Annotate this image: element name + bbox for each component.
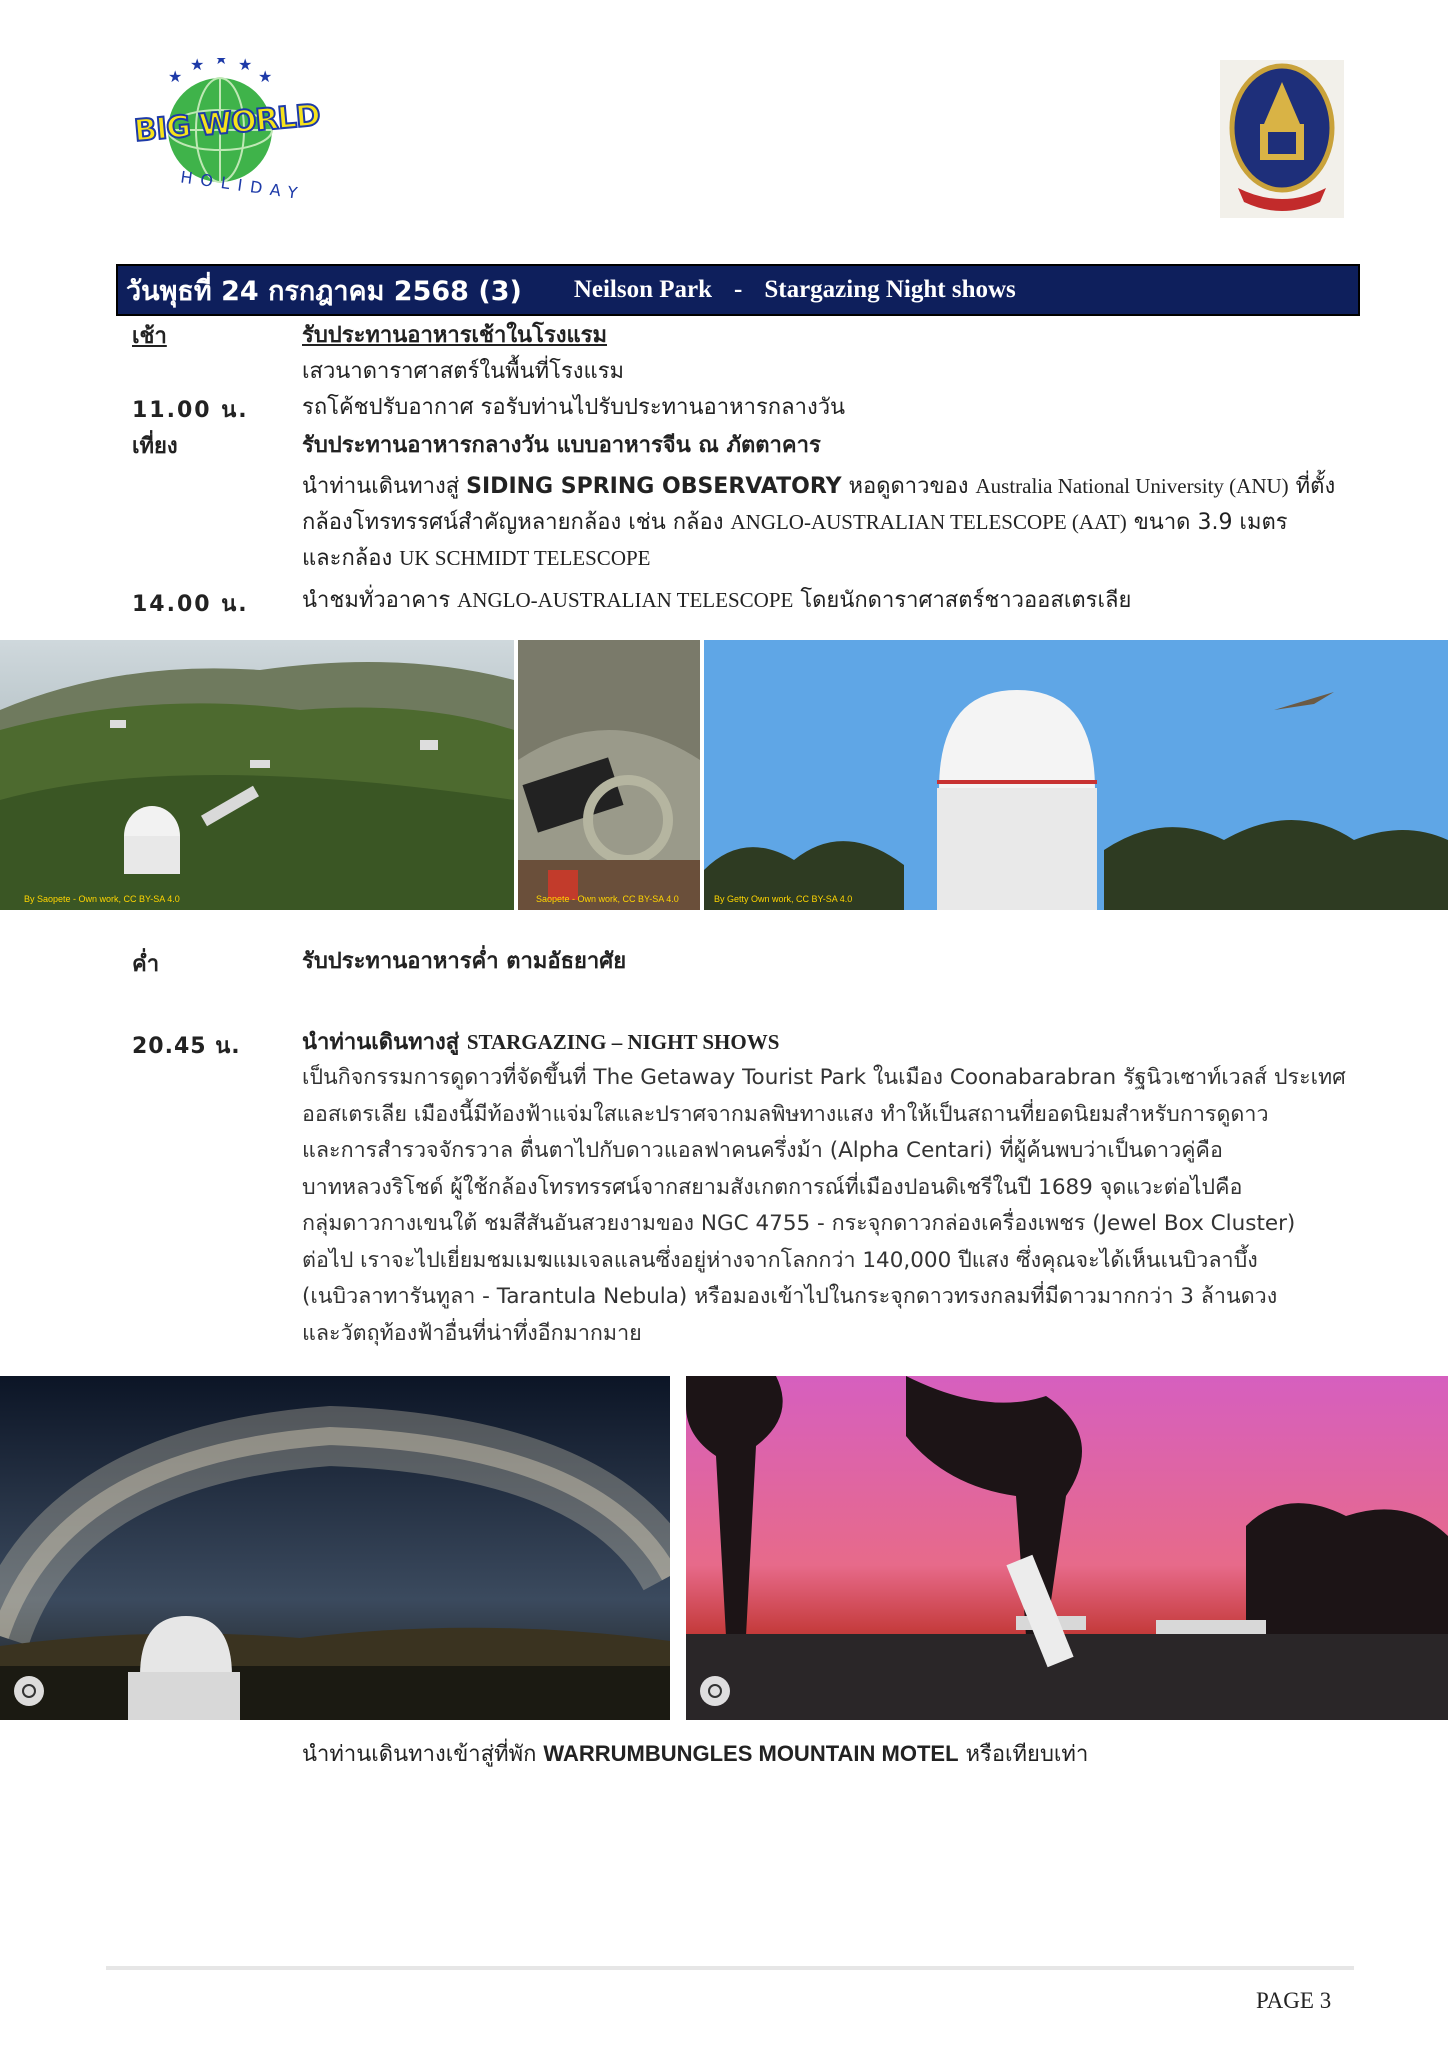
para-line-4: บาทหลวงริโชด์ ผู้ใช้กล้องโทรทรรศน์จากสยามสังเกตการณ์ที่เมืองปอนดิเชรีในปี 1689 จุดแวะต่อไปคือ (302, 1174, 1243, 1200)
footer-divider (106, 1966, 1354, 1970)
observatory-dome-photo (704, 640, 1448, 910)
hotel-name: WARRUMBUNGLES MOUNTAIN MOTEL (543, 1741, 959, 1766)
time-1400: 14.00 น. (132, 592, 249, 617)
dinner-text: รับประทานอาหารค่ำ ตามอัธยาศัย (302, 949, 627, 974)
big-world-holiday-logo (130, 58, 355, 218)
lunch-text: รับประทานอาหารกลางวัน แบบอาหารจีน ณ ภัตตาคาร (302, 433, 821, 458)
tour-b: โดยนักดาราศาสตร์ชาวออสเตรเลีย (793, 588, 1132, 613)
para-line-6: ต่อไป เราจะไปเยี่ยมชมเมฆแมเจลแลนซึ่งอยู่ห่างจากโลกกว่า 140,000 ปีแสง ซึ่งคุณจะได้เห็นเนบิวลาบึ้ง (302, 1247, 1258, 1273)
para-line-3: และการสำรวจจักรวาล ตื่นตาไปกับดาวแอลฟาคนครึ่งม้า (Alpha Centari) ที่ผู้ค้นพบว่าเป็นดาวคู่คือ (302, 1138, 1223, 1163)
svg-text:★: ★ (238, 58, 253, 74)
hotel-b: หรือเทียบเท่า (958, 1742, 1089, 1767)
svg-text:★: ★ (190, 58, 205, 74)
obs-p3: และกล้อง (302, 546, 400, 571)
obs-p1-end: ที่ตั้ง (1288, 474, 1336, 499)
photo2-credit: Saopete - Own work, CC BY-SA 4.0 (536, 894, 679, 904)
sunset-telescope-photo (686, 1376, 1448, 1720)
photo1-credit: By Saopete - Own work, CC BY-SA 4.0 (24, 894, 180, 904)
time-1100: 11.00 น. (132, 398, 249, 423)
photo3-credit: By Getty Own work, CC BY-SA 4.0 (714, 894, 853, 904)
camera-search-icon[interactable] (700, 1676, 730, 1706)
obs-p2: กล้องโทรทรรศน์สำคัญหลายกล้อง เช่น กล้อง (302, 510, 731, 535)
day-place: Neilson Park (573, 276, 713, 303)
obs-p1: นำท่านเดินทางสู่ (302, 474, 467, 499)
title-separator: - (734, 276, 743, 303)
siding-spring-observatory: SIDING SPRING OBSERVATORY (466, 474, 842, 499)
hotel-text (302, 1736, 1346, 1773)
stargazing-heading (302, 1024, 779, 1061)
milky-way-observatory-photo (0, 1376, 670, 1720)
obs-p1-rest: หอดูดาวของ (841, 474, 976, 499)
observatory-line-2 (302, 504, 1346, 541)
hotel-a: นำท่านเดินทางเข้าสู่ที่พัก (302, 1742, 544, 1767)
anu-name: Australia National University (ANU) (975, 474, 1289, 498)
stargazing-paragraph (302, 1060, 1346, 1352)
para-line-2: ออสเตรเลีย เมืองนี้มีท้องฟ้าแจ่มใสและปราศจากมลพิษทางแสง ทำให้เป็นสถานที่ยอดนิยมสำหรับการดูดาว (302, 1101, 1269, 1127)
morning-label: เช้า (132, 324, 167, 349)
noon-label: เที่ยง (132, 434, 178, 459)
aat-tour-text (302, 582, 1346, 619)
obs-p2-end: ขนาด 3.9 เมตร (1126, 510, 1288, 535)
stargazing-heading-latin: STARGAZING – NIGHT SHOWS (466, 1030, 780, 1054)
coach-pickup-text: รถโค้ชปรับอากาศ รอรับท่านไปรับประทานอาหารกลางวัน (302, 395, 846, 420)
day-title-bar (116, 264, 1360, 316)
para-line-1: เป็นกิจกรรมการดูดาวที่จัดขึ้นที่ The Getaway Tourist Park ในเมือง Coonabarabran รัฐนิวเซาท์เวลส์ ประเทศ (302, 1065, 1346, 1090)
para-line-8: และวัตถุท้องฟ้าอื่นที่น่าทึ่งอีกมากมาย (302, 1320, 642, 1346)
telescope-interior-photo (518, 640, 700, 910)
royal-seal-emblem (1220, 60, 1344, 218)
para-line-5: กลุ่มดาวกางเขนใต้ ชมสีสันอันสวยงามของ NGC 4755 - กระจุกดาวกล่องเครื่องเพชร (Jewel Box Cluster) (302, 1211, 1296, 1236)
svg-text:★: ★ (214, 58, 229, 68)
svg-text:★: ★ (168, 67, 183, 86)
logo-holiday-text: HOLIDAY (179, 167, 307, 204)
day-activity: Stargazing Night shows (764, 276, 1016, 303)
stargazing-heading-thai: นำท่านเดินทางสู่ (302, 1030, 467, 1055)
hotel-astronomy-talk: เสวนาดาราศาสตร์ในพื้นที่โรงแรม (302, 359, 625, 384)
tour-a: นำชมทั่วอาคาร (302, 588, 458, 613)
aat-name: ANGLO-AUSTRALIAN TELESCOPE (AAT) (730, 510, 1127, 534)
logo-big-world-text: BIG WORLD (132, 97, 321, 150)
para-line-7: (เนบิวลาทารันทูลา - Tarantula Nebula) หรือมองเข้าไปในกระจุกดาวทรงกลมที่มีดาวมากกว่า 3 ล้านดวง (302, 1284, 1278, 1309)
dinner-label: ค่ำ (132, 952, 160, 977)
uk-schmidt-name: UK SCHMIDT TELESCOPE (399, 546, 651, 570)
observatory-line-3 (302, 540, 1346, 577)
breakfast-text: รับประทานอาหารเช้าในโรงแรม (302, 323, 607, 348)
time-2045: 20.45 น. (132, 1034, 241, 1059)
page-number: PAGE 3 (1256, 1988, 1332, 2013)
observatory-line-1 (302, 468, 1346, 505)
svg-text:★: ★ (258, 67, 273, 86)
tour-aat: ANGLO-AUSTRALIAN TELESCOPE (457, 588, 794, 612)
observatory-aerial-photo (0, 640, 514, 910)
camera-search-icon[interactable] (14, 1676, 44, 1706)
day-date: วันพุธที่ 24 กรกฎาคม 2568 (3) (126, 275, 522, 307)
